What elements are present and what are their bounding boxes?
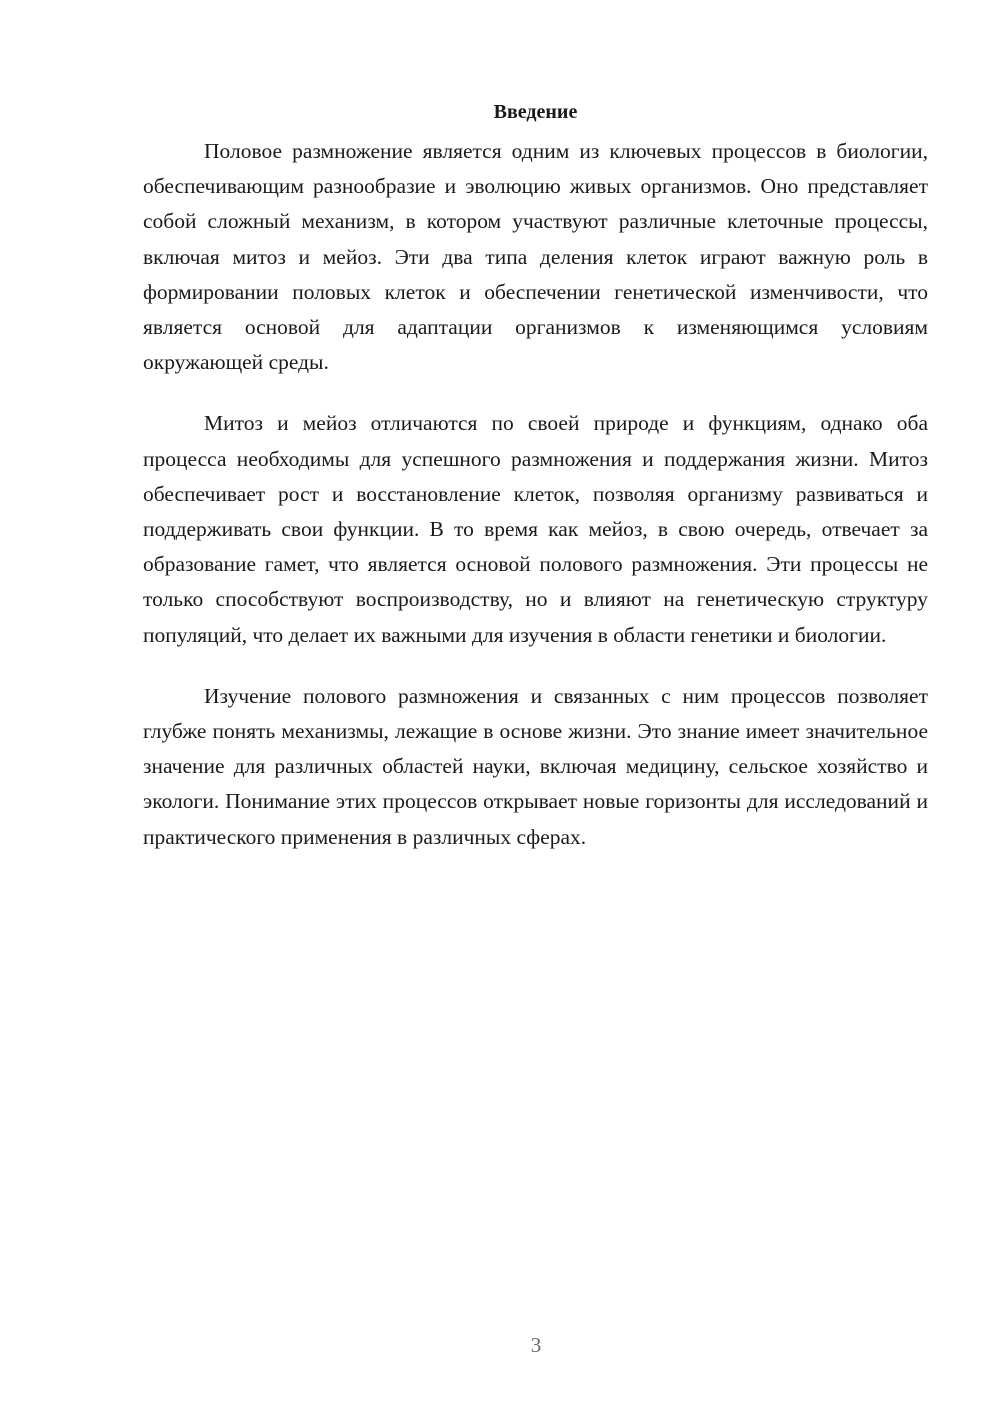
page-content [143, 96, 928, 881]
section-title: Введение [493, 101, 578, 123]
page-number: 3 [530, 1333, 542, 1357]
paragraph-1: Половое размножение является одним из ключевых процессов в биологии, обеспечивающим разнообразие и эволюцию живых организмов. Оно представляет собой сложный механизм, в котором участвуют различные клеточные процессы, включая митоз и мейоз. Эти два типа деления клеток играют важную роль в формировании половых клеток и обеспечении генетической изменчивости, что является основой для адаптации организмов к изменяющимся условиям окружающей среды. [143, 139, 928, 375]
paragraph-2: Митоз и мейоз отличаются по своей природе и функциям, однако оба процесса необходимы для успешного размножения и поддержания жизни. Митоз обеспечивает рост и восстановление клеток, позволяя организму развиваться и поддерживать свои функции. В то время как мейоз, в свою очередь, отвечает за образование гамет, что является основой полового размножения. Эти процессы не только способствуют воспроизводству, но и влияют на генетическую структуру популяций, что делает их важными для изучения в области генетики и биологии. [143, 411, 928, 647]
paragraph-3: Изучение полового размножения и связанных с ним процессов позволяет глубже понять механизмы, лежащие в основе жизни. Это знание имеет значительное значение для различных областей науки, включая медицину, сельское хозяйство и экологи. Понимание этих процессов открывает новые горизонты для исследований и практического применения в различных сферах. [143, 683, 928, 849]
